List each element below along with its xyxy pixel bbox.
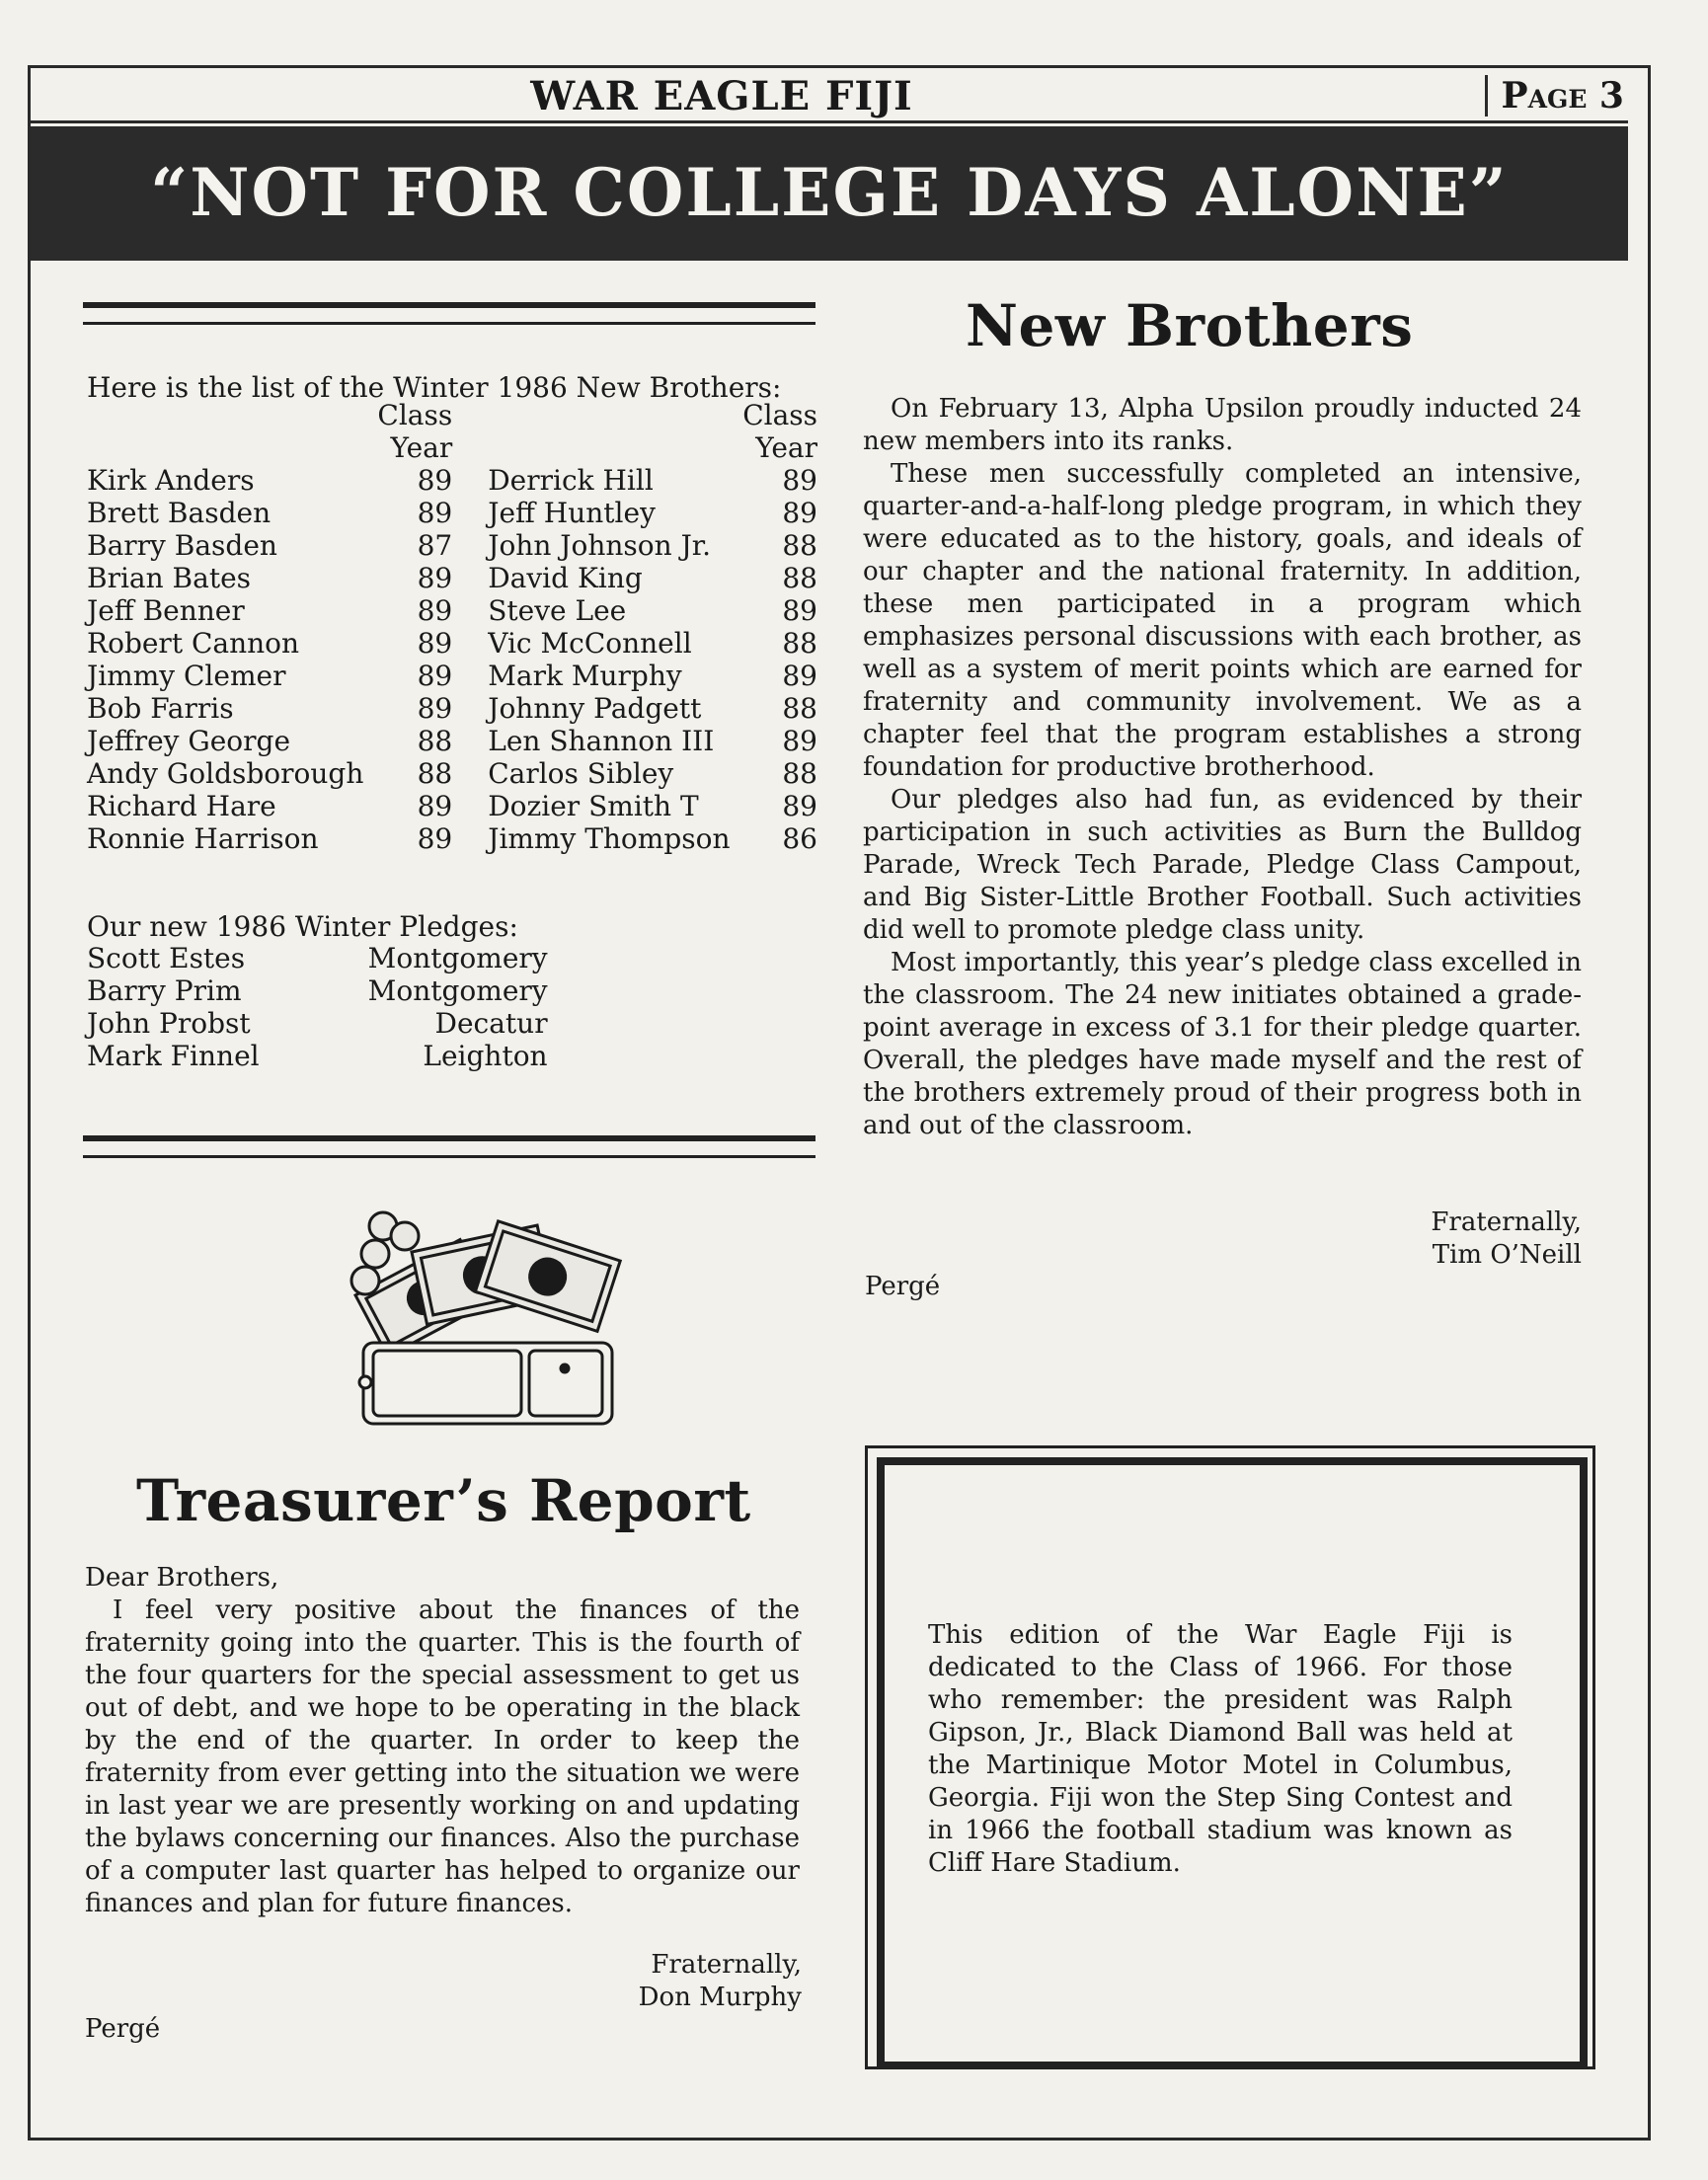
brother-name: Brett Basden [87, 497, 272, 529]
brother-name: Jeff Huntley [488, 497, 656, 529]
brother-name: Jimmy Clemer [87, 660, 286, 692]
class-year: 88 [782, 692, 817, 725]
page-number: Page 3 [1485, 75, 1624, 117]
pledges-table [85, 942, 548, 1072]
class-year: 89 [417, 562, 453, 594]
pledge-hometown: Montgomery [367, 942, 548, 974]
pledge-name: Scott Estes [87, 942, 246, 974]
year-header: Year [390, 431, 453, 464]
pledge-name: John Probst [87, 1007, 251, 1040]
article-paragraph: Most importantly, this year’s pledge class excelled in the classroom. The 24 new initiates obtained a grade-point average in excess of 3.1 for their pledge quarter. Overall, the pledges have made myself and the rest of the brothers extremely proud of their progress both in and out of the classroom. [863, 948, 1582, 1140]
class-year: 89 [417, 790, 453, 822]
brother-name: Barry Basden [87, 529, 277, 562]
treasurer-paragraph: I feel very positive about the finances of the fraternity going into the quarter. This is the fourth of the four quarters for the special assessment to get us out of debt, and we hope to be operating in the black by the end of the quarter. In order to keep the fraternity from ever getting into the situation we were in last year we are presently working on and updating the bylaws concerning our finances. Also the purchase of a computer last quarter has helped to organize our finances and plan for future finances. [85, 1596, 800, 1918]
class-year: 89 [782, 464, 817, 497]
brother-name: Vic McConnell [488, 627, 692, 660]
treasurer-signature [494, 1949, 802, 2014]
motto-banner [31, 126, 1628, 261]
class-year: 89 [782, 594, 817, 627]
pledge-hometown: Leighton [423, 1040, 548, 1072]
treasurer-report-heading: Treasurer’s Report [136, 1467, 751, 1534]
brother-row [87, 529, 817, 562]
brother-row [87, 692, 817, 725]
salutation: Dear Brothers, [85, 1563, 279, 1593]
brother-name: Jimmy Thompson [488, 822, 731, 855]
pledge-hometown: Montgomery [367, 974, 548, 1007]
brother-name: Len Shannon III [488, 725, 715, 757]
class-year: 89 [782, 725, 817, 757]
class-year: 89 [417, 627, 453, 660]
masthead [31, 71, 1628, 123]
class-year: 88 [782, 529, 817, 562]
brother-row [87, 497, 817, 529]
perge-signoff: Pergé [865, 1272, 941, 1301]
brother-row [87, 594, 817, 627]
newsletter-title: WAR EAGLE FIJI [530, 73, 913, 119]
brother-row [87, 660, 817, 692]
brother-row [87, 627, 817, 660]
class-year: 89 [782, 660, 817, 692]
class-year: 89 [417, 497, 453, 529]
section-divider [83, 1135, 815, 1158]
pledge-hometown: Decatur [434, 1007, 548, 1040]
class-year: 88 [782, 562, 817, 594]
pledge-row [85, 974, 548, 1007]
brother-row [87, 757, 817, 790]
brother-name: Robert Cannon [87, 627, 300, 660]
brother-name: Johnny Padgett [488, 692, 702, 725]
money-wallet-icon [336, 1197, 632, 1434]
motto-text: “NOT FOR COLLEGE DAYS ALONE” [150, 154, 1509, 231]
brothers-list-intro: Here is the list of the Winter 1986 New Brothers: [87, 371, 782, 404]
brother-name: Steve Lee [488, 594, 627, 627]
pledge-name: Barry Prim [87, 974, 242, 1007]
class-year: 89 [417, 594, 453, 627]
brother-row [87, 790, 817, 822]
dedication-text: This edition of the War Eagle Fiji is dedicated to the Class of 1966. For those who remember: the president was Ralph Gipson, Jr., Black Diamond Ball was held at the Martinique Motor Motel in Columbus, Georgia. Fiji won the Step Sing Contest and in 1966 the football stadium was known as Cliff Hare Stadium. [928, 1620, 1513, 1878]
signer-name: Tim O’Neill [1432, 1240, 1582, 1270]
brother-row [87, 464, 817, 497]
brother-name: David King [488, 562, 643, 594]
class-year: 89 [417, 464, 453, 497]
class-year: 88 [782, 627, 817, 660]
closing: Fraternally, [651, 1950, 802, 1980]
new-brothers-article [863, 393, 1582, 1142]
class-year: 86 [782, 822, 817, 855]
pledge-row [85, 1007, 548, 1040]
class-header: Class [377, 399, 453, 431]
class-year: 89 [782, 790, 817, 822]
article-paragraph: On February 13, Alpha Upsilon proudly inducted 24 new members into its ranks. [863, 394, 1582, 456]
brother-name: Brian Bates [87, 562, 252, 594]
brother-name: Carlos Sibley [488, 757, 674, 790]
brother-name: Derrick Hill [488, 464, 654, 497]
brother-name: Jeff Benner [87, 594, 245, 627]
brother-name: Jeffrey George [87, 725, 291, 757]
brother-name: Andy Goldsborough [87, 757, 364, 790]
brother-name: Bob Farris [87, 692, 234, 725]
class-year: 89 [417, 660, 453, 692]
class-year: 88 [417, 757, 453, 790]
year-header: Year [755, 431, 817, 464]
class-header: Class [742, 399, 817, 431]
closing: Fraternally, [1431, 1207, 1582, 1237]
signer-name: Don Murphy [638, 1983, 802, 2012]
new-brothers-heading: New Brothers [966, 292, 1414, 359]
brother-row [87, 725, 817, 757]
article-paragraph: These men successfully completed an intensive, quarter-and-a-half-long pledge program, in which they were educated as to the history, goals, and ideals of our chapter and the national fraternity. In addition, these men participated in a program which emphasizes personal discussions with each brother, as well as a system of merit points which are earned for fraternity and community involvement. We as a chapter feel that the program establishes a strong foundation for productive brotherhood. [863, 459, 1582, 782]
pledge-row [85, 1040, 548, 1072]
article-paragraph: Our pledges also had fun, as evidenced by their participation in such activities as Burn the Bulldog Parade, Wreck Tech Parade, Pledge Class Campout, and Big Sister-Little Brother Football. Such activities did well to promote pledge class unity. [863, 785, 1582, 945]
brother-name: Dozier Smith T [488, 790, 699, 822]
brother-name: Kirk Anders [87, 464, 255, 497]
pledge-name: Mark Finnel [87, 1040, 260, 1072]
perge-signoff: Pergé [85, 2014, 161, 2044]
class-year: 89 [417, 822, 453, 855]
section-divider [83, 302, 815, 325]
brother-name: Mark Murphy [488, 660, 682, 692]
article-signature [1274, 1207, 1582, 1272]
brother-name: John Johnson Jr. [488, 529, 712, 562]
class-year: 87 [417, 529, 453, 562]
class-year: 88 [417, 725, 453, 757]
class-year: 89 [417, 692, 453, 725]
pledge-row [85, 942, 548, 974]
treasurer-report-body [85, 1562, 800, 1920]
brother-row [87, 562, 817, 594]
new-brothers-table [87, 399, 817, 855]
class-year: 89 [782, 497, 817, 529]
class-year: 88 [782, 757, 817, 790]
brother-name: Ronnie Harrison [87, 822, 319, 855]
brother-name: Richard Hare [87, 790, 276, 822]
brother-row [87, 822, 817, 855]
pledges-title: Our new 1986 Winter Pledges: [87, 910, 518, 943]
